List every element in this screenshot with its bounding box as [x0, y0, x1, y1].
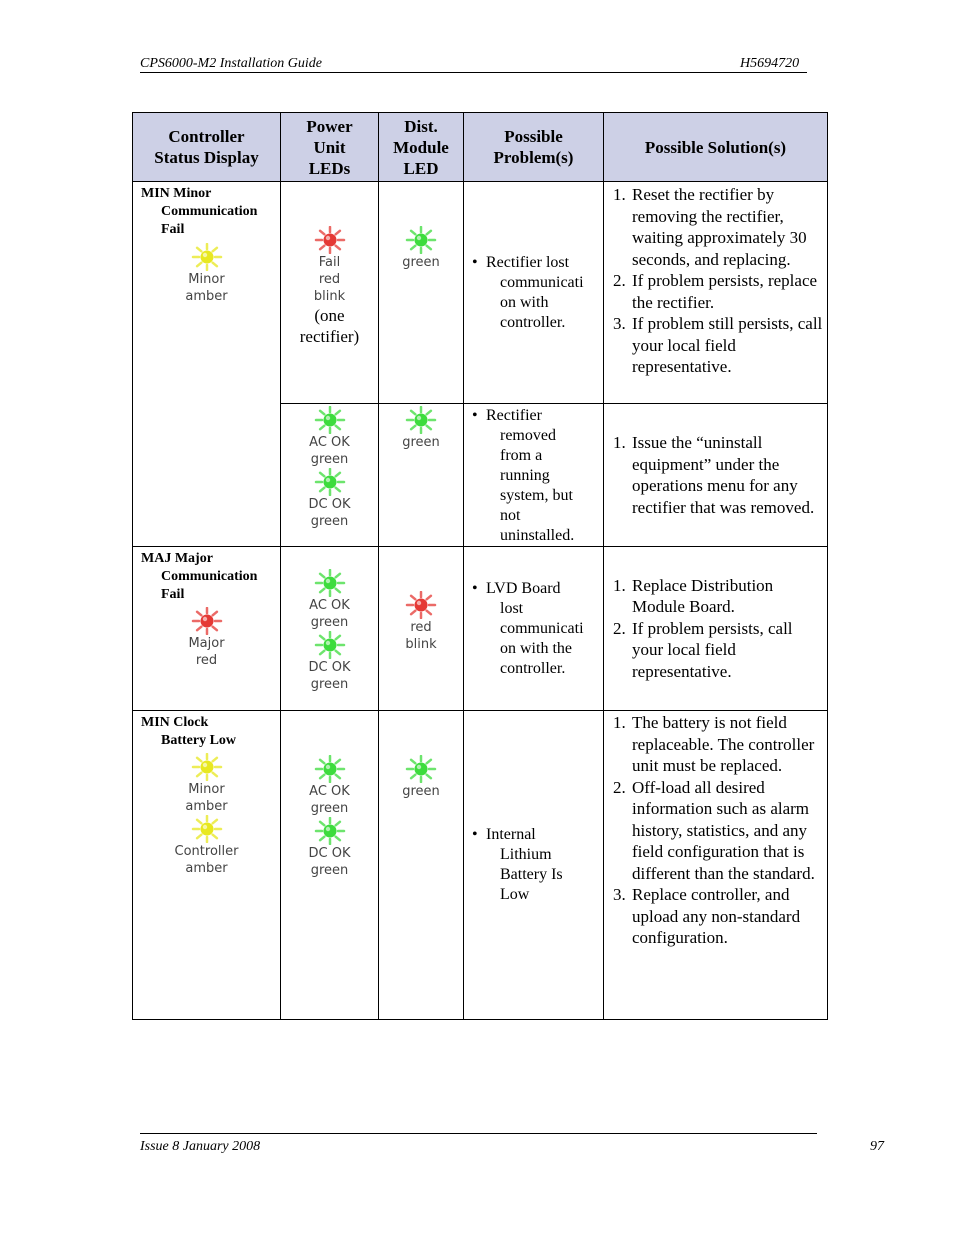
dist-module-cell — [379, 404, 464, 547]
solution-cell — [604, 711, 828, 1020]
status-led: Minor amber — [133, 243, 280, 305]
dist-module-cell — [379, 182, 464, 404]
power-unit-cell — [281, 711, 379, 1020]
power-led: AC OK green — [281, 755, 378, 817]
dist-led: green — [379, 755, 463, 800]
red-led-icon — [190, 607, 224, 635]
green-led-icon — [404, 406, 438, 434]
header-rule — [140, 72, 807, 73]
solution-item: 2. If problem persists, replace the rectifier. — [630, 270, 827, 313]
footer-rule — [140, 1133, 817, 1134]
dist-led: red blink — [379, 591, 463, 653]
header-title: CPS6000-M2 Installation Guide — [140, 56, 322, 71]
power-led: DC OK green — [281, 468, 378, 530]
solution-cell — [604, 404, 828, 547]
solution-cell — [604, 182, 828, 404]
problem-cell — [464, 547, 604, 711]
status-cell — [133, 547, 281, 711]
header-possible-solutions: Possible Solution(s) — [604, 113, 828, 182]
table-row — [133, 182, 828, 404]
problem-cell — [464, 182, 604, 404]
problem-bullet: • Rectifier removed from a running system, but not uninstalled. — [472, 407, 575, 544]
amber-led-icon — [190, 815, 224, 843]
status-led: Controller amber — [133, 815, 280, 877]
power-unit-cell — [281, 547, 379, 711]
green-led-icon — [313, 631, 347, 659]
solution-item: 3. If problem still persists, call your local field representative. — [630, 313, 827, 378]
problem-bullet: • Internal Lithium Battery Is Low — [472, 826, 563, 903]
dist-module-cell — [379, 711, 464, 1020]
green-led-icon — [313, 406, 347, 434]
header-possible-problems: Possible Problem(s) — [464, 113, 604, 182]
power-led: DC OK green — [281, 631, 378, 693]
problem-bullet: • Rectifier lost communicati on with controller. — [472, 253, 584, 331]
solution-list — [604, 712, 827, 949]
green-led-icon — [313, 569, 347, 597]
power-note: (one rectifier) — [299, 306, 360, 346]
table-header-row — [133, 113, 828, 182]
solution-list — [604, 184, 827, 378]
status-label: MIN Clock Battery Low — [141, 715, 237, 748]
solution-item: 1. The battery is not field replaceable. The controller unit must be replaced. — [630, 712, 827, 777]
problem-cell — [464, 404, 604, 547]
dist-led: green — [379, 226, 463, 271]
status-cell — [133, 182, 281, 547]
power-led: Fail red blink (one rectifier) — [281, 226, 378, 347]
power-led: AC OK green — [281, 569, 378, 631]
power-unit-cell — [281, 404, 379, 547]
status-label: MIN Minor Communication Fail — [141, 186, 258, 237]
green-led-icon — [404, 226, 438, 254]
problem-bullet: • LVD Board lost communicati on with the controller. — [472, 579, 584, 677]
header-doc-number: H5694720 — [740, 56, 800, 71]
solution-cell — [604, 547, 828, 711]
status-cell — [133, 711, 281, 1020]
dist-led: green — [379, 406, 463, 451]
problem-cell — [464, 711, 604, 1020]
power-unit-cell — [281, 182, 379, 404]
status-led: Major red — [133, 607, 280, 669]
status-label: MAJ Major Communication Fail — [141, 551, 258, 602]
dist-module-cell — [379, 547, 464, 711]
solution-item: 2. Off-load all desired information such as alarm history, statistics, and any field configuration that is different than the standard. — [630, 777, 827, 885]
green-led-icon — [313, 468, 347, 496]
red-led-icon — [404, 591, 438, 619]
red-led-icon — [313, 226, 347, 254]
solution-list — [604, 432, 827, 518]
power-led: DC OK green — [281, 817, 378, 879]
status-led: Minor amber — [133, 753, 280, 815]
solution-list — [604, 575, 827, 683]
green-led-icon — [313, 817, 347, 845]
power-led: AC OK green — [281, 406, 378, 468]
amber-led-icon — [190, 243, 224, 271]
header-power-unit-leds: Power Unit LEDs — [281, 113, 379, 182]
table-row — [133, 547, 828, 711]
page-number: 97 — [870, 1139, 884, 1154]
troubleshooting-table — [132, 112, 828, 1020]
header-controller-status: Controller Status Display — [133, 113, 281, 182]
footer-issue: Issue 8 January 2008 — [140, 1139, 261, 1154]
solution-item: 1. Replace Distribution Module Board. — [630, 575, 827, 618]
solution-item: 1. Issue the “uninstall equipment” under the operations menu for any rectifier that was removed. — [630, 432, 827, 518]
green-led-icon — [404, 755, 438, 783]
header-dist-module-led: Dist. Module LED — [379, 113, 464, 182]
solution-item: 2. If problem persists, call your local field representative. — [630, 618, 827, 683]
green-led-icon — [313, 755, 347, 783]
amber-led-icon — [190, 753, 224, 781]
table-row — [133, 711, 828, 1020]
solution-item: 1. Reset the rectifier by removing the rectifier, waiting approximately 30 seconds, and replacing. — [630, 184, 827, 270]
solution-item: 3. Replace controller, and upload any non-standard configuration. — [630, 884, 827, 949]
